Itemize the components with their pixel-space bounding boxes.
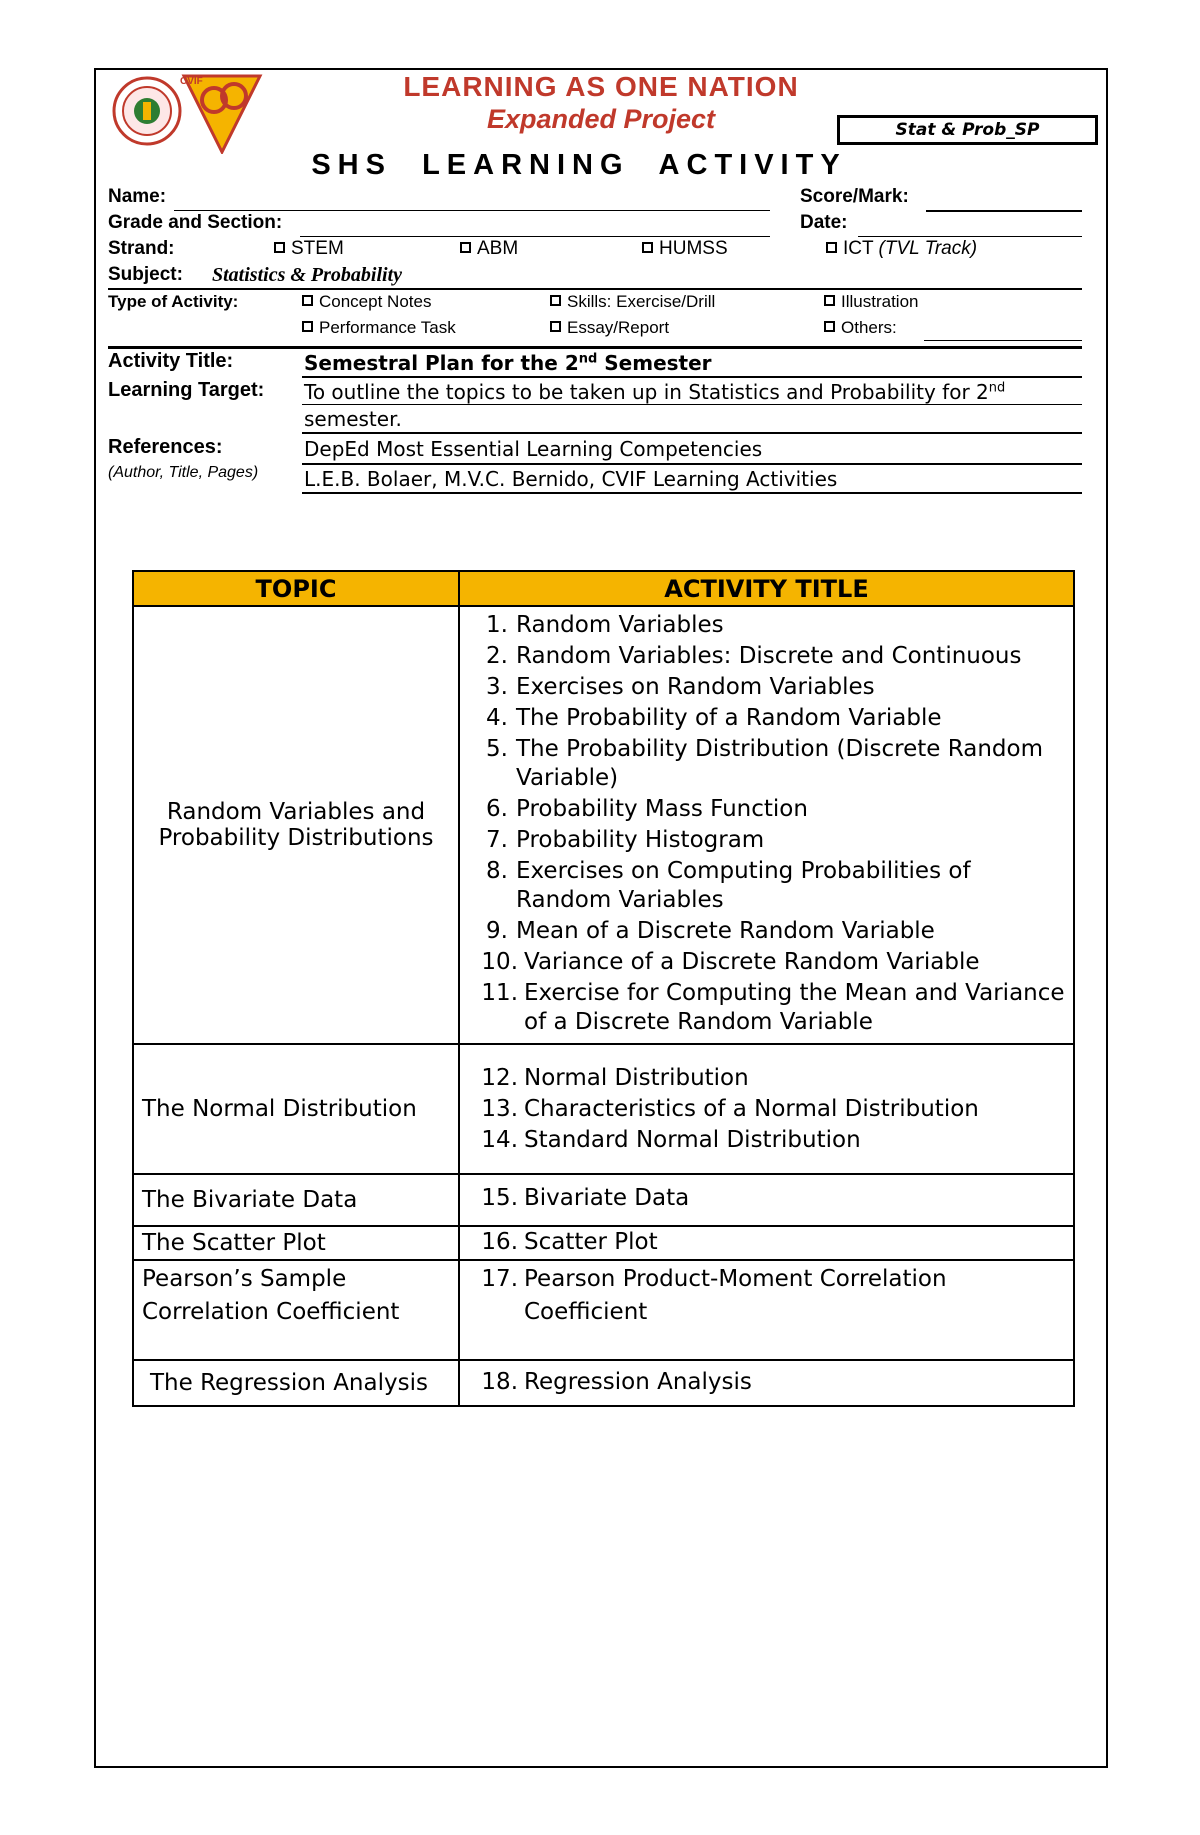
type-option-performance-task[interactable]: Performance Task [302,318,456,338]
table-row [133,1260,1074,1360]
topic-cell: Pearson’s Sample Correlation Coefficient [133,1260,459,1360]
checkbox-icon[interactable] [550,321,561,332]
score-label: Score/Mark: [800,186,909,207]
topic-cell: Random Variables and Probability Distributions [133,606,459,1044]
activity-cell [459,1174,1074,1226]
table-row [133,1044,1074,1174]
list-item: 5. The Probability Distribution (Discrete Random Variable) [486,736,1043,791]
svg-text:CVIF: CVIF [180,76,203,87]
others-field[interactable] [924,340,1082,341]
reference-underline [302,463,1082,465]
subject-label: Subject: [108,264,183,285]
references-sublabel: (Author, Title, Pages) [108,464,259,481]
score-field[interactable] [926,210,1082,212]
learning-target-line2: semester. [304,407,402,431]
topic-cell: The Bivariate Data [133,1174,459,1226]
table-row [133,1360,1074,1406]
program-title: LEARNING AS ONE NATION [403,71,799,102]
date-label: Date: [800,212,848,233]
table-row [133,606,1074,1044]
type-option-concept-notes[interactable]: Concept Notes [302,292,431,312]
list-item: 8. Exercises on Computing Probabilities of Random Variables [486,858,971,913]
topic-cell: The Regression Analysis [133,1360,459,1406]
table-row [133,1226,1074,1260]
reference-2: L.E.B. Bolaer, M.V.C. Bernido, CVIF Learning Activities [304,467,838,491]
list-item: 16. Scatter Plot [481,1228,658,1255]
grade-section-field[interactable] [300,236,770,237]
list-item: 11. Exercise for Computing the Mean and Variance of a Discrete Random Variable [481,980,1065,1035]
list-item: 1. Random Variables [486,612,724,638]
activity-column-header: ACTIVITY TITLE [459,571,1074,606]
table-row [133,1174,1074,1226]
list-item: 12. Normal Distribution [481,1064,749,1091]
list-item: 15. Bivariate Data [481,1184,690,1211]
name-label: Name: [108,186,167,207]
type-option-others[interactable]: Others: [824,318,897,338]
checkbox-icon[interactable] [824,321,835,332]
activity-cell [459,1260,1074,1360]
date-field[interactable] [858,236,1082,237]
list-item: 13. Characteristics of a Normal Distribution [481,1095,979,1122]
list-item: 10. Variance of a Discrete Random Variable [481,949,980,975]
list-item: 4. The Probability of a Random Variable [486,705,942,731]
activity-cell [459,1044,1074,1174]
activity-cell [459,1226,1074,1260]
list-item: 14. Standard Normal Distribution [481,1126,861,1153]
strand-label: Strand: [108,238,175,259]
checkbox-icon[interactable] [826,242,837,253]
checkbox-icon[interactable] [824,295,835,306]
subject-value: Statistics & Probability [212,264,403,286]
divider [108,288,1082,290]
checkbox-icon[interactable] [302,295,313,306]
sheet-heading: SHS LEARNING ACTIVITY [311,149,847,181]
list-item: 6. Probability Mass Function [486,796,808,822]
semestral-plan-table [132,570,1075,1407]
topic-cell: The Normal Distribution [133,1044,459,1174]
activity-title-label: Activity Title: [108,350,234,372]
learning-target-line1: To outline the topics to be taken up in Statistics and Probability for 2nd [304,380,1006,404]
checkbox-icon[interactable] [302,321,313,332]
list-item: 3. Exercises on Random Variables [486,674,875,700]
type-option-illustration[interactable]: Illustration [824,292,918,312]
activity-cell [459,606,1074,1044]
list-item: 7. Probability Histogram [486,827,765,853]
topic-column-header: TOPIC [133,571,459,606]
checkbox-icon[interactable] [550,295,561,306]
learning-target-label: Learning Target: [108,379,265,401]
strand-option-stem[interactable]: STEM [274,238,344,260]
table-header-row [133,571,1074,606]
activity-cell [459,1360,1074,1406]
divider [108,346,1082,349]
learning-target-underline [302,404,1082,405]
activity-title-value: Semestral Plan for the 2nd Semester [304,351,712,375]
strand-option-humss[interactable]: HUMSS [642,238,728,260]
activity-sheet [94,68,1108,1768]
type-of-activity-label: Type of Activity: [108,292,239,311]
checkbox-icon[interactable] [274,242,285,253]
reference-1: DepEd Most Essential Learning Competencies [304,437,763,461]
program-subtitle: Expanded Project [486,104,716,134]
checkbox-icon[interactable] [642,242,653,253]
topic-cell: The Scatter Plot [133,1226,459,1260]
type-option-skills[interactable]: Skills: Exercise/Drill [550,292,715,312]
strand-option-abm[interactable]: ABM [460,238,518,260]
list-item: 2. Random Variables: Discrete and Continuous [486,643,1022,669]
list-item: 17. Pearson Product-Moment Correlation Coefficient [481,1266,947,1325]
strand-option-ict[interactable]: ICT (TVL Track) [826,238,977,260]
reference-underline [302,492,1082,494]
activity-title-line [302,376,1082,378]
subject-code-box: Stat & Prob_SP [837,115,1098,145]
type-option-essay-report[interactable]: Essay/Report [550,318,669,338]
checkbox-icon[interactable] [460,242,471,253]
references-label: References: [108,436,223,458]
list-item: 9. Mean of a Discrete Random Variable [486,918,935,944]
list-item: 18. Regression Analysis [481,1368,752,1395]
grade-section-label: Grade and Section: [108,212,283,233]
name-field[interactable] [174,210,770,211]
learning-target-underline [302,432,1082,434]
